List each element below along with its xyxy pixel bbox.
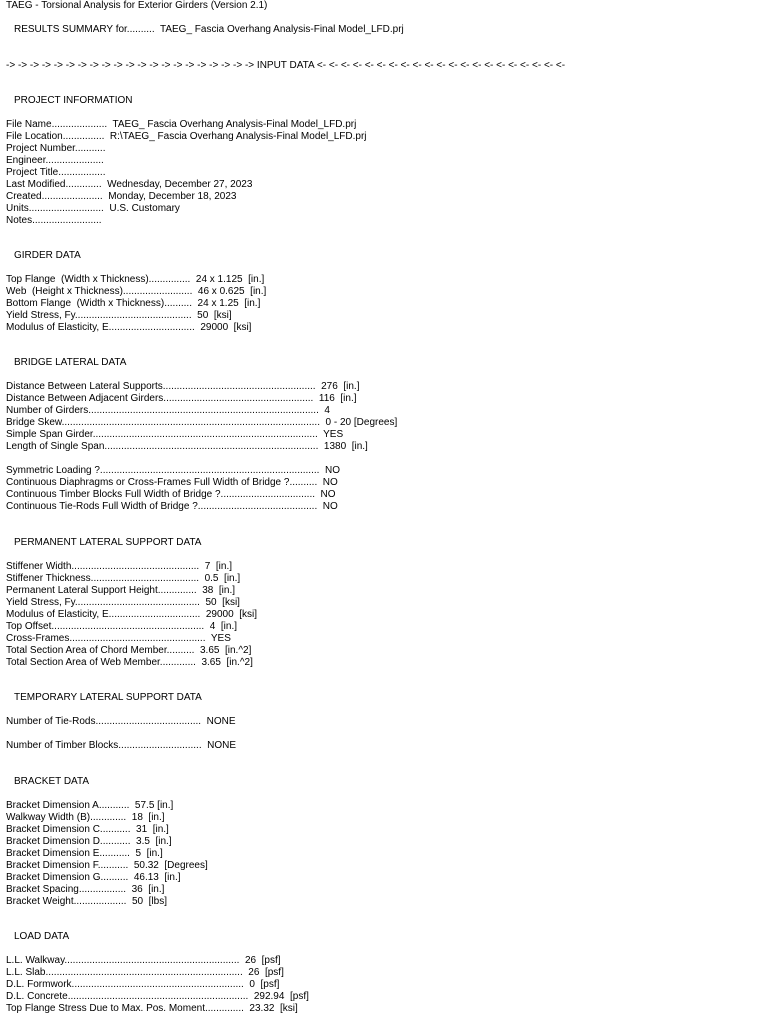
section-heading-project-information: PROJECT INFORMATION xyxy=(14,95,133,106)
permanent-top-offset: Top Offset....................................................... 4 [in.] xyxy=(6,621,237,632)
section-heading-permanent-lateral-support: PERMANENT LATERAL SUPPORT DATA xyxy=(14,537,202,548)
load-ll-walkway: L.L. Walkway............................................................... 26 [psf] xyxy=(6,955,281,966)
bridge-continuous-timber-blocks: Continuous Timber Blocks Full Width of Bridge ?.................................. NO xyxy=(6,489,336,500)
bracket-spacing: Bracket Spacing................. 36 [in.] xyxy=(6,884,165,895)
results-summary-title: RESULTS SUMMARY for.......... TAEG_ Fascia Overhang Analysis-Final Model_LFD.prj xyxy=(14,24,404,35)
girder-yield-stress: Yield Stress, Fy.......................................... 50 [ksi] xyxy=(6,310,232,321)
bracket-dimension-g: Bracket Dimension G.......... 46.13 [in.] xyxy=(6,872,181,883)
permanent-stiffener-width: Stiffener Width.............................................. 7 [in.] xyxy=(6,561,232,572)
bracket-dimension-a: Bracket Dimension A........... 57.5 [in.] xyxy=(6,800,174,811)
bridge-simple-span: Simple Span Girder................................................................................. YES xyxy=(6,429,344,440)
project-engineer: Engineer..................... xyxy=(6,155,104,166)
project-notes: Notes......................... xyxy=(6,215,102,226)
bridge-number-of-girders: Number of Girders................................................................................... 4 xyxy=(6,405,330,416)
permanent-cross-frames: Cross-Frames................................................. YES xyxy=(6,633,231,644)
input-data-divider: -> -> -> -> -> -> -> -> -> -> -> -> -> -> -> -> -> -> -> -> -> INPUT DATA <- <- <- <- <- <- <- <- <- <- <- <- <- <- <- <- <- <- <- <- <- xyxy=(6,60,566,71)
load-dl-formwork: D.L. Formwork.............................................................. 0 [psf] xyxy=(6,979,280,990)
bracket-dimension-d: Bracket Dimension D........... 3.5 [in.] xyxy=(6,836,172,847)
bridge-continuous-diaphragms: Continuous Diaphragms or Cross-Frames Full Width of Bridge ?.......... NO xyxy=(6,477,338,488)
section-heading-load-data: LOAD DATA xyxy=(14,931,70,942)
permanent-web-member-area: Total Section Area of Web Member............. 3.65 [in.^2] xyxy=(6,657,253,668)
load-ll-slab: L.L. Slab....................................................................... 26 [psf] xyxy=(6,967,284,978)
bridge-symmetric-loading: Symmetric Loading ?............................................................................... NO xyxy=(6,465,340,476)
project-title: Project Title................. xyxy=(6,167,106,178)
section-heading-bridge-lateral-data: BRIDGE LATERAL DATA xyxy=(14,357,127,368)
bridge-adjacent-girders-distance: Distance Between Adjacent Girders...................................................... 116 [in.] xyxy=(6,393,357,404)
project-file-name: File Name.................... TAEG_ Fascia Overhang Analysis-Final Model_LFD.prj xyxy=(6,119,357,130)
bridge-lateral-supports-distance: Distance Between Lateral Supports....................................................... 276 [in.] xyxy=(6,381,360,392)
project-number: Project Number........... xyxy=(6,143,106,154)
permanent-yield-stress: Yield Stress, Fy............................................. 50 [ksi] xyxy=(6,597,240,608)
girder-top-flange: Top Flange (Width x Thickness)............... 24 x 1.125 [in.] xyxy=(6,274,265,285)
bracket-dimension-c: Bracket Dimension C........... 31 [in.] xyxy=(6,824,169,835)
project-last-modified: Last Modified............. Wednesday, December 27, 2023 xyxy=(6,179,253,190)
temporary-timber-blocks: Number of Timber Blocks.............................. NONE xyxy=(6,740,237,751)
bridge-span-length: Length of Single Span............................................................................. 1380 [in.] xyxy=(6,441,368,452)
permanent-chord-member-area: Total Section Area of Chord Member.......... 3.65 [in.^2] xyxy=(6,645,252,656)
project-file-location: File Location............... R:\TAEG_ Fascia Overhang Analysis-Final Model_LFD.prj xyxy=(6,131,367,142)
permanent-stiffener-thickness: Stiffener Thickness....................................... 0.5 [in.] xyxy=(6,573,241,584)
bracket-walkway-width: Walkway Width (B)............. 18 [in.] xyxy=(6,812,165,823)
bridge-skew: Bridge Skew............................................................................................. 0 - 20 [Degrees] xyxy=(6,417,398,428)
permanent-support-height: Permanent Lateral Support Height.............. 38 [in.] xyxy=(6,585,236,596)
section-heading-bracket-data: BRACKET DATA xyxy=(14,776,90,787)
load-top-flange-stress: Top Flange Stress Due to Max. Pos. Moment.............. 23.32 [ksi] xyxy=(6,1003,298,1014)
app-title: TAEG - Torsional Analysis for Exterior Girders (Version 2.1) xyxy=(6,0,268,11)
girder-bottom-flange: Bottom Flange (Width x Thickness).......... 24 x 1.25 [in.] xyxy=(6,298,261,309)
project-created: Created...................... Monday, December 18, 2023 xyxy=(6,191,237,202)
section-heading-girder-data: GIRDER DATA xyxy=(14,250,81,261)
girder-modulus: Modulus of Elasticity, E............................... 29000 [ksi] xyxy=(6,322,252,333)
girder-web: Web (Height x Thickness)......................... 46 x 0.625 [in.] xyxy=(6,286,267,297)
bracket-weight: Bracket Weight................... 50 [lbs] xyxy=(6,896,167,907)
bridge-continuous-tie-rods: Continuous Tie-Rods Full Width of Bridge ?........................................... NO xyxy=(6,501,338,512)
project-units: Units........................... U.S. Customary xyxy=(6,203,180,214)
permanent-modulus: Modulus of Elasticity, E................................. 29000 [ksi] xyxy=(6,609,258,620)
section-heading-temporary-lateral-support: TEMPORARY LATERAL SUPPORT DATA xyxy=(14,692,202,703)
load-dl-concrete: D.L. Concrete................................................................. 292.94 [psf] xyxy=(6,991,309,1002)
temporary-tie-rods: Number of Tie-Rods...................................... NONE xyxy=(6,716,236,727)
bracket-dimension-e: Bracket Dimension E........... 5 [in.] xyxy=(6,848,163,859)
bracket-dimension-f: Bracket Dimension F........... 50.32 [Degrees] xyxy=(6,860,208,871)
